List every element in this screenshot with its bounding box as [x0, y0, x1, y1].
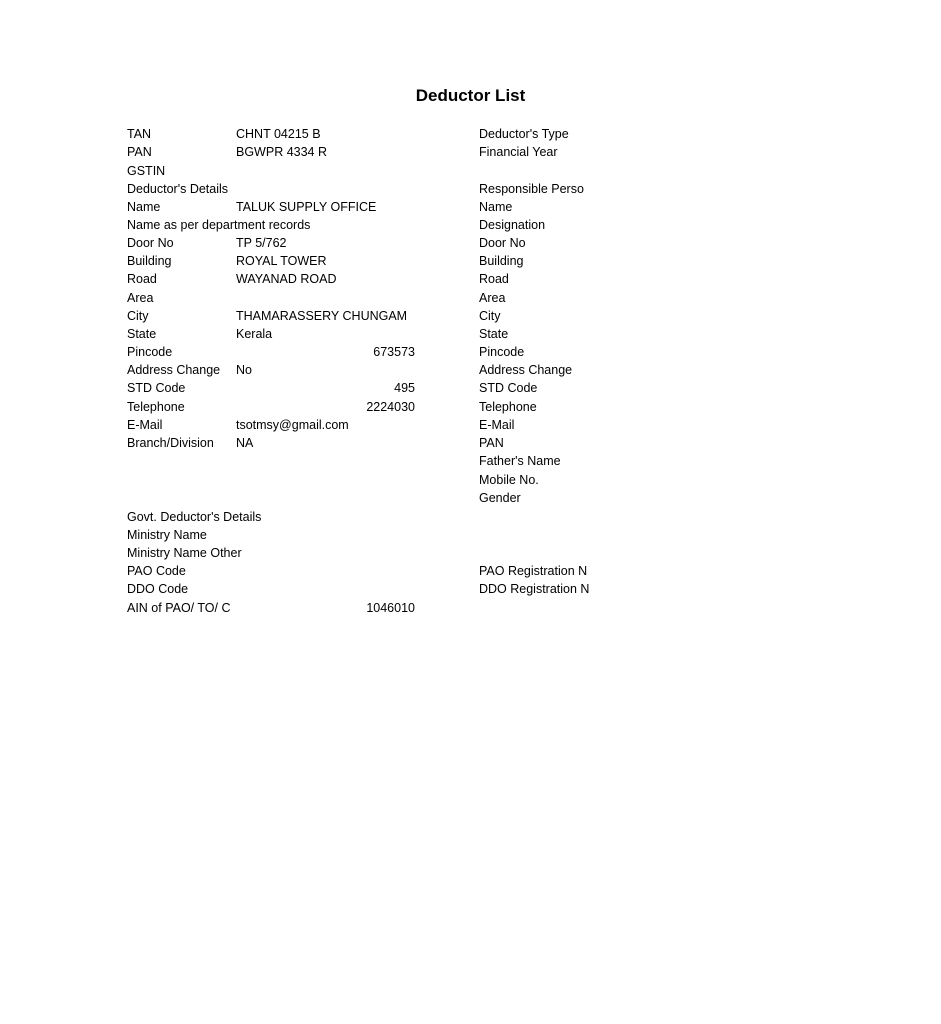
ministry-name-label: Ministry Name [127, 528, 207, 542]
rp-email-label: E-Mail [479, 418, 515, 432]
tan-value: CHNT 04215 B [236, 127, 321, 141]
govt-details-heading: Govt. Deductor's Details [127, 510, 262, 524]
rp-city-label: City [479, 309, 501, 323]
road-label: Road [127, 272, 157, 286]
page-title: Deductor List [415, 86, 526, 105]
rp-pincode-label: Pincode [479, 345, 525, 359]
ddo-code-label: DDO Code [127, 582, 189, 596]
state-value: Kerala [236, 327, 273, 341]
branch-value: NA [236, 436, 254, 450]
city-label: City [127, 309, 149, 323]
rp-mobile-label: Mobile No. [479, 473, 539, 487]
branch-label: Branch/Division [127, 436, 214, 450]
deductor-details-heading: Deductor's Details [127, 182, 229, 196]
std-code-value: 495 [394, 381, 415, 395]
building-value: ROYAL TOWER [236, 254, 327, 268]
responsible-person-heading: Responsible Perso [479, 182, 584, 196]
telephone-value: 2224030 [366, 400, 415, 414]
ain-value: 1046010 [366, 601, 415, 615]
pao-registration-label: PAO Registration N [479, 564, 588, 578]
rp-road-label: Road [479, 272, 509, 286]
pincode-value: 673573 [373, 345, 415, 359]
pan-value: BGWPR 4334 R [236, 145, 328, 159]
rp-pan-label: PAN [479, 436, 504, 450]
rp-state-label: State [479, 327, 509, 341]
door-label: Door No [127, 236, 174, 250]
rp-door-label: Door No [479, 236, 526, 250]
name-label: Name [127, 200, 161, 214]
building-label: Building [127, 254, 172, 268]
ain-label: AIN of PAO/ TO/ C [127, 601, 231, 615]
rp-gender-label: Gender [479, 491, 521, 505]
state-label: State [127, 327, 157, 341]
door-value: TP 5/762 [236, 236, 287, 250]
rp-name-label: Name [479, 200, 513, 214]
pan-label: PAN [127, 145, 152, 159]
address-change-value: No [236, 363, 252, 377]
email-label: E-Mail [127, 418, 163, 432]
area-label: Area [127, 291, 154, 305]
deductor-type-label: Deductor's Type [479, 127, 569, 141]
city-value: THAMARASSERY CHUNGAM [236, 309, 408, 323]
std-code-label: STD Code [127, 381, 186, 395]
rp-area-label: Area [479, 291, 506, 305]
name-value: TALUK SUPPLY OFFICE [236, 200, 377, 214]
email-value: tsotmsy@gmail.com [236, 418, 349, 432]
pincode-label: Pincode [127, 345, 173, 359]
ddo-registration-label: DDO Registration N [479, 582, 590, 596]
tan-label: TAN [127, 127, 152, 141]
telephone-label: Telephone [127, 400, 185, 414]
address-change-label: Address Change [127, 363, 221, 377]
ministry-name-other-label: Ministry Name Other [127, 546, 242, 560]
financial-year-label: Financial Year [479, 145, 558, 159]
rp-address-change-label: Address Change [479, 363, 573, 377]
pao-code-label: PAO Code [127, 564, 186, 578]
gstin-label: GSTIN [127, 164, 166, 178]
name-dept-label: Name as per department records [127, 218, 311, 232]
rp-telephone-label: Telephone [479, 400, 537, 414]
rp-building-label: Building [479, 254, 524, 268]
rp-father-name-label: Father's Name [479, 454, 561, 468]
road-value: WAYANAD ROAD [236, 272, 337, 286]
rp-std-code-label: STD Code [479, 381, 538, 395]
rp-designation-label: Designation [479, 218, 546, 232]
